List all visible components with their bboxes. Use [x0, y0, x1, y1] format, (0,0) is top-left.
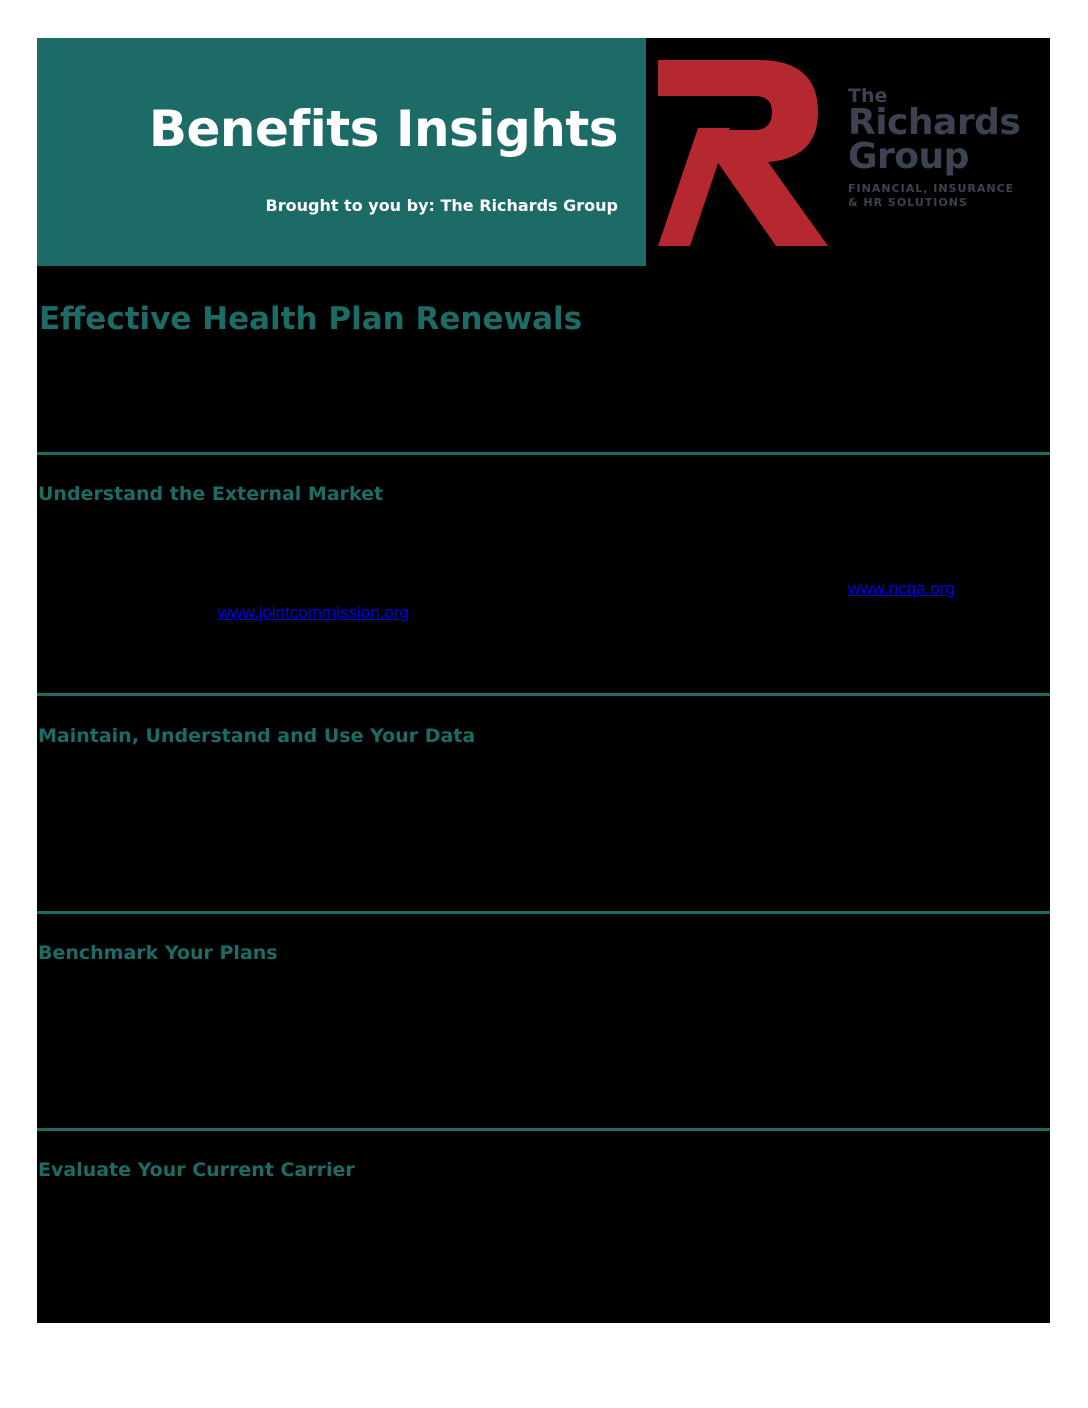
section-heading-benchmark: Benchmark Your Plans: [38, 942, 278, 964]
header-banner: [37, 38, 646, 266]
section-heading-external-market: Understand the External Market: [38, 483, 384, 505]
article-title: Effective Health Plan Renewals: [39, 301, 583, 337]
company-logo: [646, 38, 1050, 266]
logo-tagline: [848, 182, 1020, 210]
section-heading-data: Maintain, Understand and Use Your Data: [38, 725, 476, 747]
section-heading-carrier: Evaluate Your Current Carrier: [38, 1159, 355, 1181]
logo-r-icon: [658, 60, 830, 246]
section-divider: [37, 911, 1050, 914]
logo-tagline-line1: FINANCIAL, INSURANCE: [848, 182, 1015, 195]
section-divider: [37, 1128, 1050, 1131]
ncqa-link[interactable]: www.ncqa.org: [848, 579, 955, 598]
logo-richards: Richards: [848, 102, 1021, 143]
logo-the: The: [848, 85, 888, 107]
logo-group: Group: [848, 136, 969, 177]
section-divider: [37, 693, 1050, 696]
banner-title: Benefits Insights: [148, 100, 618, 158]
document-page: [37, 38, 1050, 1323]
logo-r-shape: [658, 60, 828, 246]
jointcommission-link[interactable]: www.jointcommission.org: [218, 603, 409, 622]
logo-wordmark: [848, 86, 1020, 210]
banner-subtitle: Brought to you by: The Richards Group: [265, 196, 618, 215]
logo-tagline-line2: & HR SOLUTIONS: [848, 196, 968, 209]
section-divider: [37, 452, 1050, 455]
